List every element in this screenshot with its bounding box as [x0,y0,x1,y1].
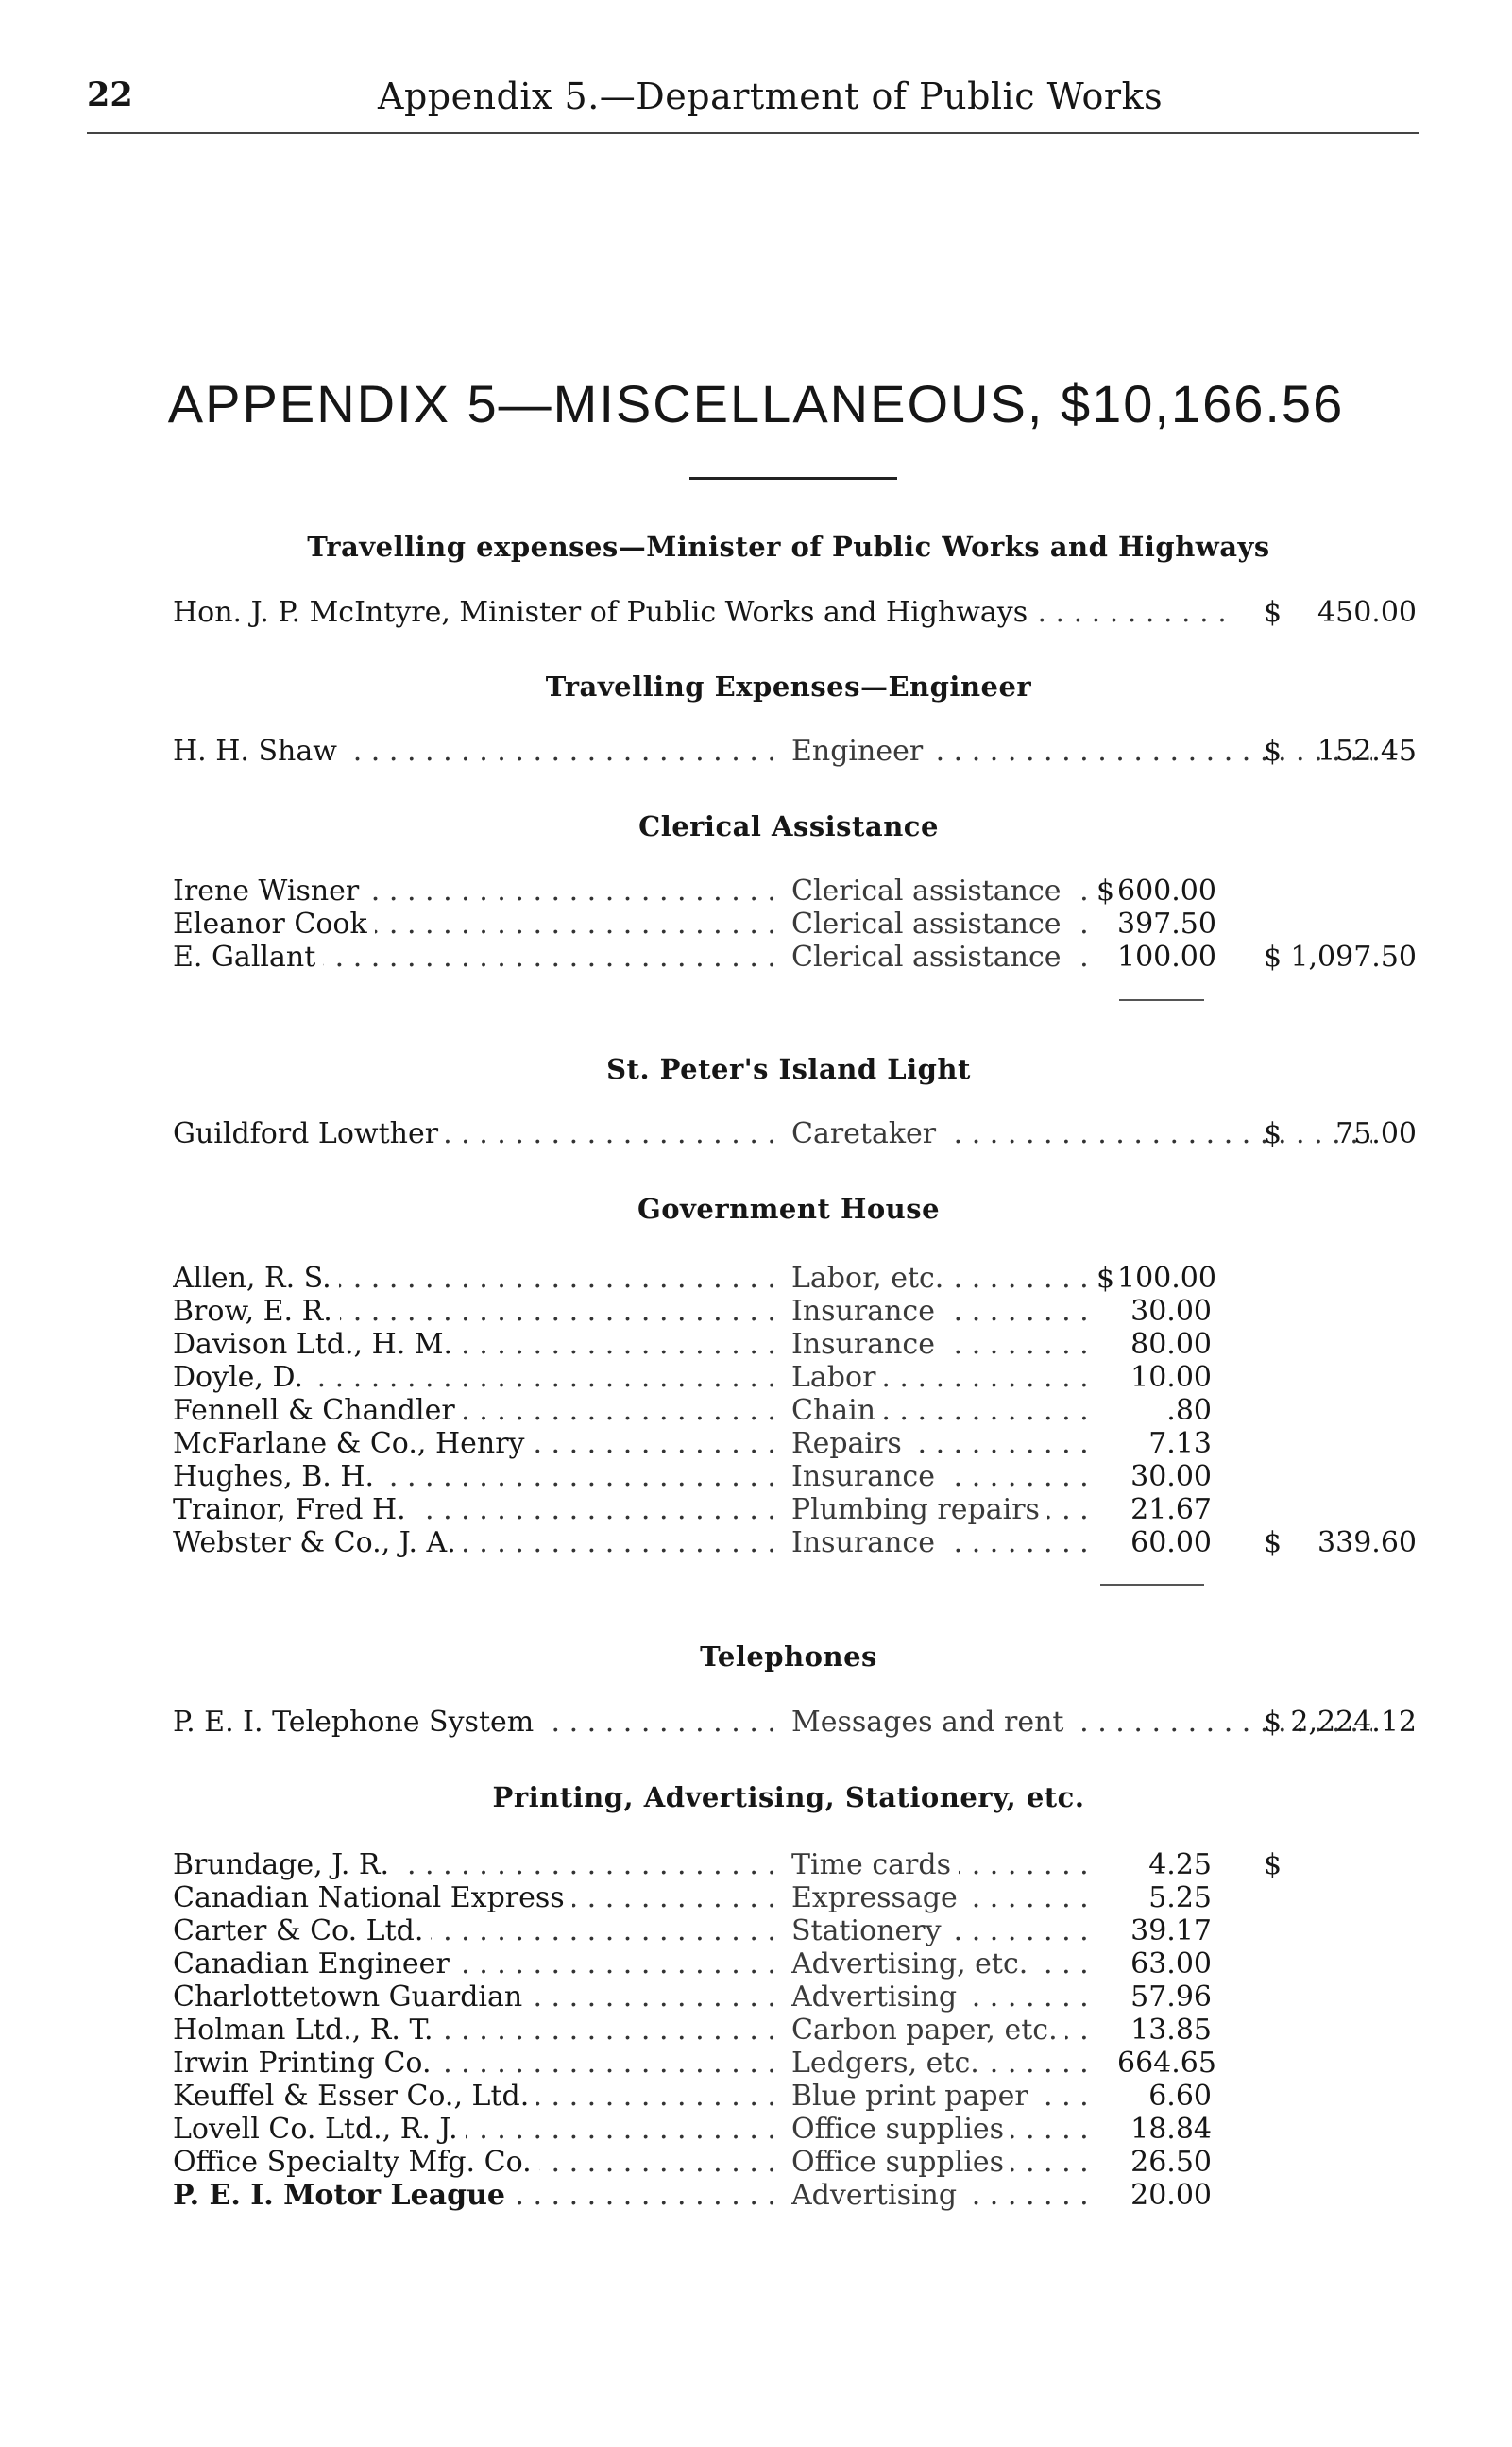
payee-name [173,1427,787,1461]
item-amount: 4.25 [1148,1848,1212,1881]
ledger-row [173,1361,1419,1395]
item-amount: 13.85 [1130,2014,1212,2047]
payee-name-text: Webster & Co., J. A. [173,1526,464,1559]
item-amount: 100.00 [1117,1262,1216,1295]
description-text: Stationery [791,1914,949,1947]
payee-name [173,1394,787,1428]
ledger-row [173,1848,1419,1882]
payment-description [791,1460,1094,1494]
payee-name [173,1848,787,1882]
payment-description [791,1361,1094,1395]
description-text: Insurance [791,1295,943,1328]
description-text: Carbon paper, etc. [791,2014,1065,2047]
item-amount: 57.96 [1130,1980,1212,2014]
ledger-row [173,1117,1419,1151]
payee-name [173,2080,787,2114]
payment-description [791,1493,1094,1527]
item-amount: 39.17 [1130,1914,1212,1947]
dollar-sign: $ [1264,735,1283,768]
payee-name-text: Eleanor Cook [173,908,375,941]
payee-name-text: Davison Ltd., H. M. [173,1328,460,1361]
payee-name-text: Brow, E. R. [173,1295,340,1328]
item-amount: 30.00 [1130,1295,1212,1328]
dollar-sign: $ [1264,1117,1283,1150]
section-total: 75.00 [1335,1117,1417,1150]
payee-name-text: Hon. J. P. McIntyre, Minister of Public Works and Highways [173,596,1035,629]
description-text: Expressage [791,1881,965,1914]
description-text: Time cards [791,1848,959,1881]
description-text: Clerical assistance [791,875,1069,908]
payment-description [791,941,1094,975]
ledger-row [173,596,1419,630]
description-text: Insurance [791,1460,943,1493]
item-amount: 397.50 [1117,908,1216,941]
payment-description [791,2014,1094,2048]
section-total: 1,097.50 [1290,941,1417,974]
item-amount: 63.00 [1130,1947,1212,1980]
payee-name [173,2113,787,2147]
section-heading-minister: Travelling expenses—Minister of Public Works and Highways [307,531,1270,563]
ledger-row [173,1295,1419,1329]
payee-name [173,1361,787,1395]
ledger-row [173,735,1419,769]
payee-name-text: Hughes, B. H. [173,1460,382,1493]
description-text: Caretaker [791,1117,943,1150]
item-amount: 664.65 [1117,2047,1216,2080]
payee-name-text: Charlottetown Guardian [173,1980,530,2014]
ledger-row [173,1526,1419,1560]
payee-name-text: H. H. Shaw [173,735,345,768]
subtotal-rule [1100,1584,1204,1586]
payee-name [173,941,787,975]
payee-name-text: Canadian National Express [173,1881,572,1914]
payee-name-text: P. E. I. Motor League [173,2179,513,2212]
item-amount: 7.13 [1148,1427,1212,1460]
ledger-row [173,1394,1419,1428]
payment-description [791,1295,1094,1329]
ledger-row [173,1493,1419,1527]
item-amount: 600.00 [1117,875,1216,908]
ledger-row [173,875,1419,909]
ledger-row [173,1914,1419,1948]
payee-name [173,875,787,909]
section-heading-clerical: Clerical Assistance [638,810,939,842]
payee-name [173,1980,787,2014]
item-amount: 30.00 [1130,1460,1212,1493]
item-amount: 18.84 [1130,2113,1212,2146]
payee-name [173,2146,787,2180]
dollar-sign: $ [1096,875,1115,908]
section-heading-telephones: Telephones [700,1640,877,1673]
payee-name [173,1328,787,1362]
payee-name-text: P. E. I. Telephone System [173,1706,541,1739]
description-text: Advertising, etc. [791,1947,1035,1980]
payee-name [173,1493,787,1527]
dollar-sign: $ [1264,1526,1283,1559]
payment-description [791,2113,1094,2147]
ledger-row [173,1328,1419,1362]
payee-name [173,596,1231,630]
header-rule [87,132,1419,134]
section-heading-st-peters: St. Peter's Island Light [606,1053,971,1085]
ledger-row [173,1262,1419,1296]
ledger-row [173,1947,1419,1981]
ledger-row [173,2080,1419,2114]
payee-name-text: Guildford Lowther [173,1117,446,1150]
item-amount: 60.00 [1130,1526,1212,1559]
item-amount: 5.25 [1148,1881,1212,1914]
section-heading-printing: Printing, Advertising, Stationery, etc. [492,1781,1085,1813]
payee-name-text: Keuffel & Esser Co., Ltd. [173,2080,536,2113]
payee-name-text: Holman Ltd., R. T. [173,2014,441,2047]
running-title: Appendix 5.—Department of Public Works [378,76,1164,117]
payee-name-text: Lovell Co. Ltd., R. J. [173,2113,466,2146]
payment-description [791,1328,1094,1362]
ledger-row [173,2113,1419,2147]
payment-description [791,1881,1094,1915]
ledger-row [173,908,1419,942]
section-total: 450.00 [1317,596,1417,629]
ledger-row [173,2146,1419,2180]
payment-description [791,1262,1094,1296]
payee-name [173,908,787,942]
description-text: Chain [791,1394,883,1427]
payee-name [173,1526,787,1560]
ledger-row [173,2179,1419,2213]
description-text: Blue print paper [791,2080,1036,2113]
payment-description [791,1848,1094,1882]
title-rule [689,477,897,480]
payee-name [173,1947,787,1981]
description-text: Advertising [791,1980,964,2014]
payment-description [791,1394,1094,1428]
ledger-row [173,1427,1419,1461]
payee-name [173,1117,787,1151]
payment-description [791,1980,1094,2014]
ledger-row [173,1460,1419,1494]
payee-name [173,735,787,769]
description-text: Plumbing repairs [791,1493,1047,1526]
description-text: Repairs [791,1427,909,1460]
section-total: 152.45 [1317,735,1417,768]
appendix-title: APPENDIX 5—MISCELLANEOUS, $10,166.56 [167,374,1345,433]
payee-name-text: Fennell & Chandler [173,1394,463,1427]
section-heading-government-house: Government House [637,1193,941,1225]
payment-description [791,2179,1094,2213]
payee-name [173,1914,787,1948]
payee-name-text: E. Gallant [173,941,323,974]
item-amount: 100.00 [1117,941,1216,974]
payee-name [173,2047,787,2081]
payee-name [173,1262,787,1296]
description-text: Engineer [791,735,930,768]
payment-description [791,2047,1094,2081]
payee-name-text: Irene Wisner [173,875,366,908]
description-text: Advertising [791,2179,964,2212]
payee-name-text: Office Specialty Mfg. Co. [173,2146,539,2179]
payment-description [791,2080,1094,2114]
item-amount: 6.60 [1148,2080,1212,2113]
payee-name-text: Carter & Co. Ltd. [173,1914,431,1947]
dollar-sign: $ [1264,1848,1283,1881]
section-total: 339.60 [1317,1526,1417,1559]
ledger-row [173,1980,1419,2014]
description-text: Insurance [791,1526,943,1559]
running-header [0,76,1512,123]
ledger-row [173,1706,1419,1740]
description-text: Office supplies [791,2146,1011,2179]
payment-description [791,2146,1094,2180]
payment-description [791,1526,1094,1560]
description-text: Office supplies [791,2113,1011,2146]
payee-name [173,2179,787,2213]
section-total: 2,224.12 [1290,1706,1417,1739]
payment-description [791,1947,1094,1981]
item-amount: 20.00 [1130,2179,1212,2212]
ledger-row [173,2014,1419,2048]
payee-name-text: Trainor, Fred H. [173,1493,414,1526]
dollar-sign: $ [1264,596,1283,629]
dollar-sign: $ [1264,1706,1283,1739]
item-amount: 80.00 [1130,1328,1212,1361]
payee-name [173,2014,787,2048]
dollar-sign: $ [1264,941,1283,974]
subtotal-rule [1119,999,1204,1001]
payee-name [173,1460,787,1494]
description-text: Clerical assistance [791,908,1069,941]
item-amount: 26.50 [1130,2146,1212,2179]
item-amount: 10.00 [1130,1361,1212,1394]
payee-name-text: Allen, R. S. [173,1262,339,1295]
item-amount: .80 [1166,1394,1212,1427]
ledger-row [173,941,1419,975]
payment-description [791,875,1094,909]
description-text: Labor, etc. [791,1262,951,1295]
dollar-sign: $ [1096,1262,1115,1295]
description-text: Messages and rent [791,1706,1071,1739]
item-amount: 21.67 [1130,1493,1212,1526]
description-text: Clerical assistance [791,941,1069,974]
payee-name-text: McFarlane & Co., Henry [173,1427,532,1460]
payee-name-text: Canadian Engineer [173,1947,457,1980]
ledger-row [173,2047,1419,2081]
payee-name-text: Brundage, J. R. [173,1848,397,1881]
payee-name-text: Irwin Printing Co. [173,2047,439,2080]
payee-name-text: Doyle, D. [173,1361,311,1394]
payee-name [173,1295,787,1329]
section-heading-engineer: Travelling Expenses—Engineer [545,671,1032,703]
payment-description [791,908,1094,942]
payee-name [173,1881,787,1915]
payee-name [173,1706,787,1740]
page-number: 22 [87,76,133,114]
payment-description [791,1427,1094,1461]
description-text: Labor [791,1361,883,1394]
description-text: Ledgers, etc. [791,2047,987,2080]
payment-description [791,1914,1094,1948]
ledger-row [173,1881,1419,1915]
description-text: Insurance [791,1328,943,1361]
